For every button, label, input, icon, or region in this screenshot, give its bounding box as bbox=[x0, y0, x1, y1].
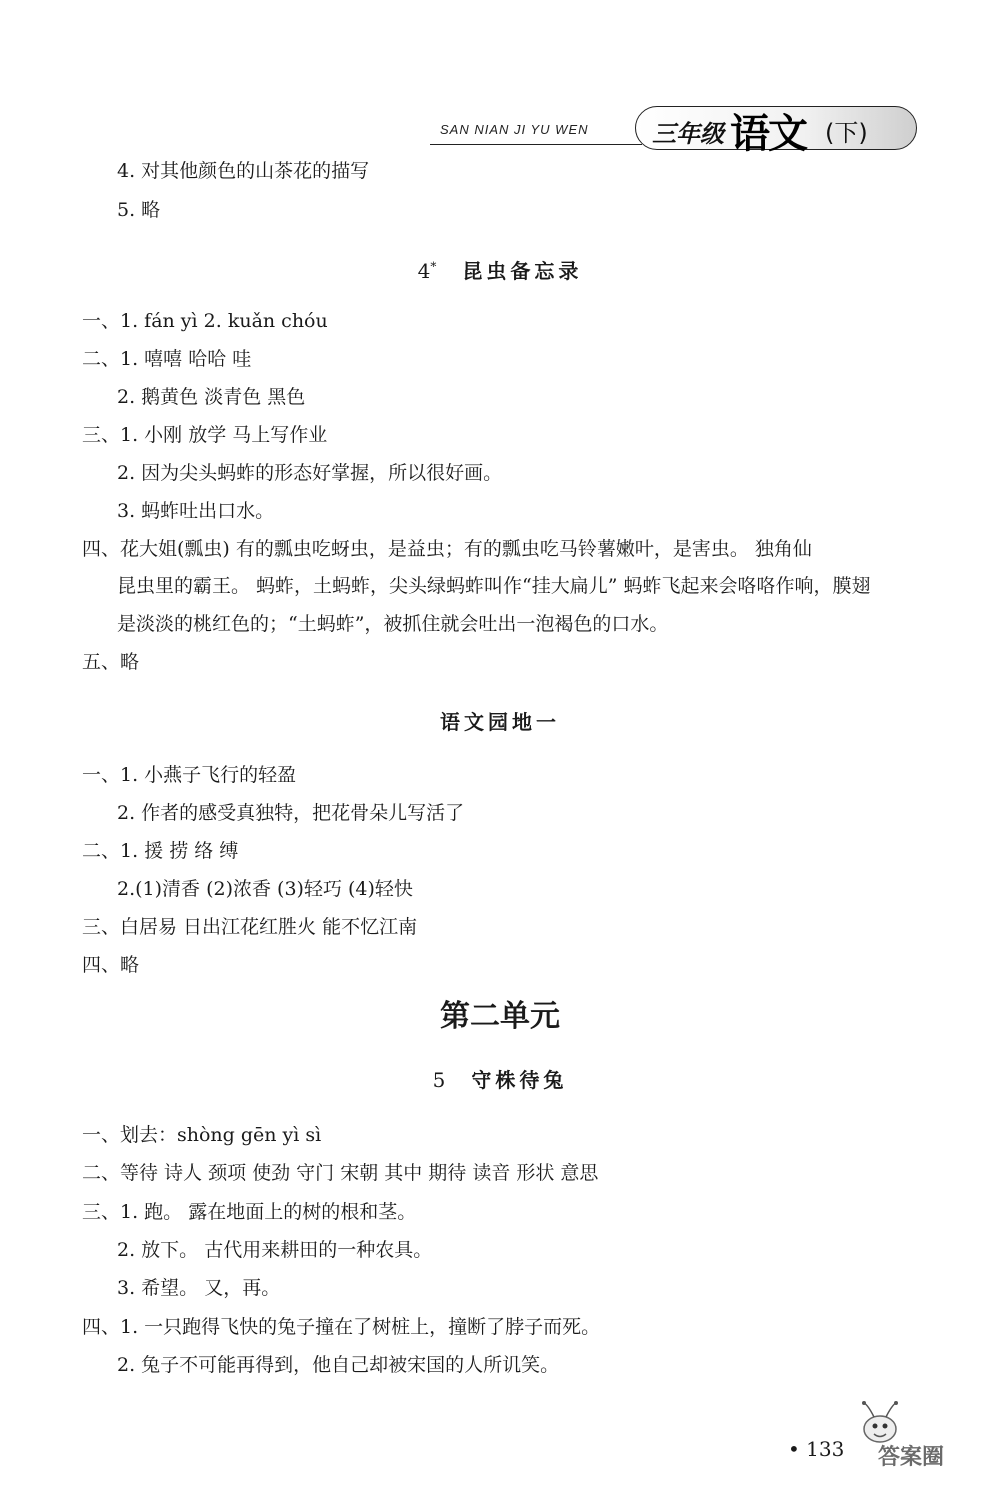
lesson-number: 5 bbox=[432, 1068, 446, 1092]
answer-line: 3. 希望。 又，再。 bbox=[117, 1277, 281, 1299]
header-volume: (下) bbox=[825, 119, 868, 147]
answer-line: 三、白居易 日出江花红胜火 能不忆江南 bbox=[82, 916, 418, 938]
page-number: • 133 bbox=[788, 1437, 845, 1461]
answer-line: 2. 放下。 古代用来耕田的一种农具。 bbox=[117, 1239, 433, 1261]
answer-line: 2. 作者的感受真独特，把花骨朵儿写活了 bbox=[117, 802, 465, 824]
lesson-heading bbox=[0, 1064, 1000, 1093]
answer-line: 2. 兔子不可能再得到，他自己却被宋国的人所讥笑。 bbox=[117, 1354, 560, 1376]
header-pinyin: SAN NIAN JI YU WEN bbox=[440, 122, 589, 137]
header-rule bbox=[430, 144, 642, 145]
answer-line: 3. 蚂蚱吐出口水。 bbox=[117, 500, 275, 522]
answer-line: 4. 对其他颜色的山茶花的描写 bbox=[117, 160, 370, 182]
answer-line: 五、略 bbox=[82, 651, 140, 673]
answer-line: 一、1. 小燕子飞行的轻盈 bbox=[82, 764, 297, 786]
answer-line: 二、等待 诗人 颈项 使劲 守门 宋朝 其中 期待 读音 形状 意思 bbox=[82, 1162, 599, 1184]
answer-line: 二、1. 援 捞 络 缚 bbox=[82, 840, 239, 862]
section-heading: 语文园地一 bbox=[440, 710, 560, 734]
header-subject: 语文 bbox=[730, 111, 806, 157]
answer-line: 是淡淡的桃红色的；“土蚂蚱”，被抓住就会吐出一泡褐色的口水。 bbox=[117, 613, 669, 635]
lesson-number: 4* bbox=[417, 259, 437, 283]
unit-title: 第二单元 bbox=[440, 999, 560, 1034]
watermark: 答案圈 bbox=[878, 1445, 945, 1470]
answer-line: 四、1. 一只跑得飞快的兔子撞在了树桩上，撞断了脖子而死。 bbox=[82, 1316, 601, 1338]
answer-line: 2.(1)清香 (2)浓香 (3)轻巧 (4)轻快 bbox=[117, 878, 413, 900]
lesson-title: 昆虫备忘录 bbox=[462, 259, 583, 283]
answer-line: 5. 略 bbox=[117, 199, 161, 221]
header-grade: 三年级 bbox=[652, 120, 724, 148]
answer-line: 一、划去：shòng gēn yì sì bbox=[82, 1124, 322, 1146]
answer-line: 三、1. 跑。 露在地面上的树的根和茎。 bbox=[82, 1201, 417, 1223]
answer-line: 四、花大姐(瓢虫) 有的瓢虫吃蚜虫，是益虫；有的瓢虫吃马铃薯嫩叶，是害虫。 独角仙 bbox=[82, 538, 812, 560]
answer-line: 三、1. 小刚 放学 马上写作业 bbox=[82, 424, 328, 446]
answer-line: 2. 鹅黄色 淡青色 黑色 bbox=[117, 386, 306, 408]
answer-line: 一、1. fán yì 2. kuǎn chóu bbox=[82, 310, 328, 332]
answer-line: 四、略 bbox=[82, 954, 140, 976]
page-header bbox=[430, 104, 920, 156]
answer-line: 2. 因为尖头蚂蚱的形态好掌握，所以很好画。 bbox=[117, 462, 503, 484]
answer-line: 昆虫里的霸王。 蚂蚱，土蚂蚱，尖头绿蚂蚱叫作“挂大扁儿” 蚂蚱飞起来会咯咯作响，膜翅 bbox=[117, 575, 871, 597]
answer-line: 二、1. 嘻嘻 哈哈 哇 bbox=[82, 348, 252, 370]
lesson-heading bbox=[0, 255, 1000, 284]
lesson-title: 守株待兔 bbox=[471, 1068, 568, 1092]
